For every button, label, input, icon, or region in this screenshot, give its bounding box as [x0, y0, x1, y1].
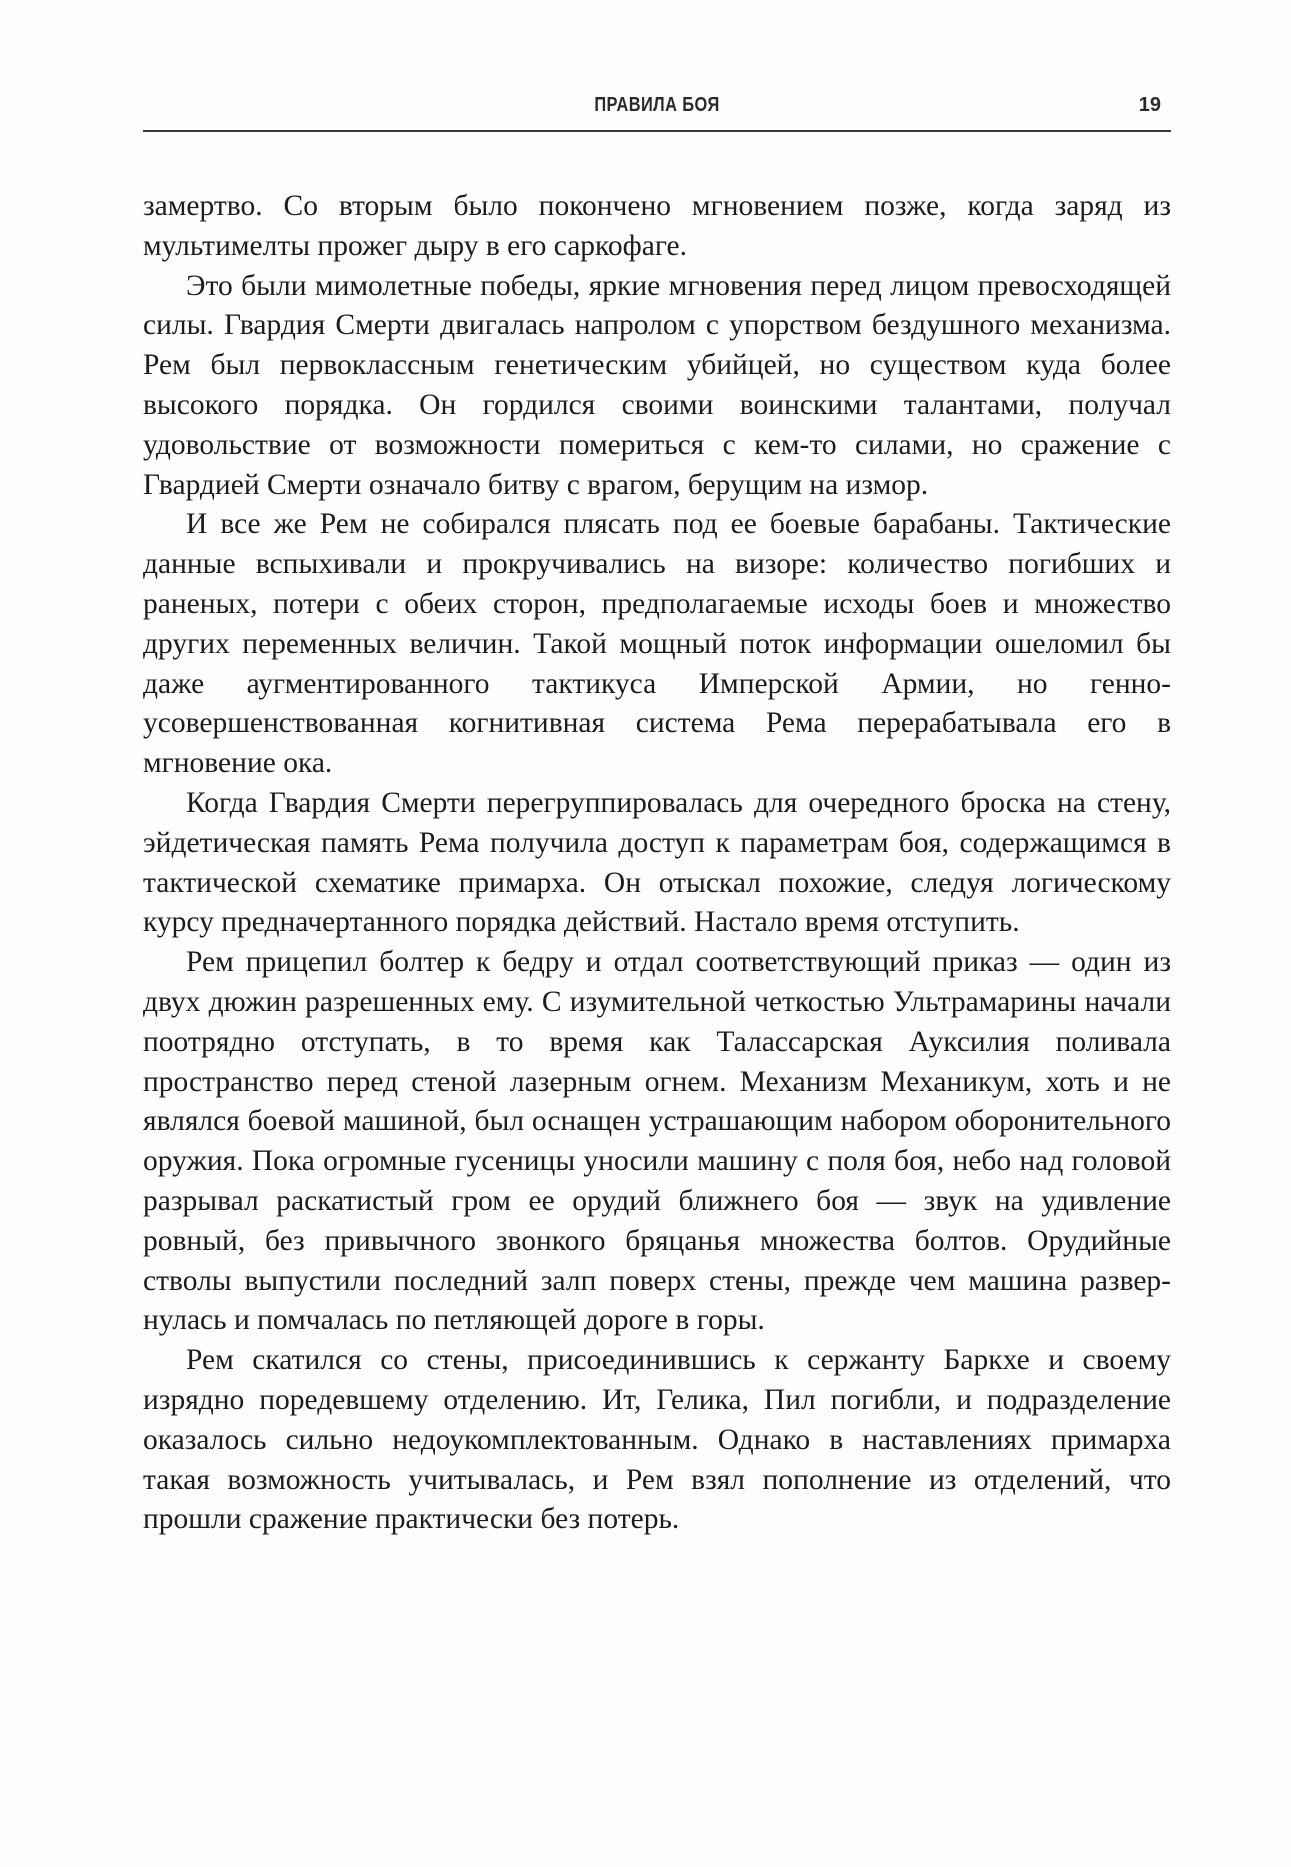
- body-text: [143, 187, 1171, 1540]
- page-number: 19: [1138, 94, 1161, 116]
- paragraph: Когда Гвардия Смерти перегруппировалась для очередного броска на стену, эйдетическая память Рема получила доступ к параметрам боя, содержащимся в тактической схематике примарха. Он отыскал похожие, следуя логическому курсу предначертанного порядка действий. Настало время отступить.: [143, 786, 1171, 939]
- paragraph: замертво. Со вторым было покончено мгновением позже, когда заряд из мультимелты прожег дыру в его саркофаге.: [143, 190, 1171, 262]
- paragraph: Это были мимолетные победы, яркие мгновения перед лицом превосходящей силы. Гвардия Смерти двигалась напролом с упорством бездушного механизма. Рем был первоклассным генетическим убийцей, но существом куда более высокого порядка. Он гордился своими воинскими талантами, получал удовольствие от возможности помериться с кем-то силами, но сражение с Гвардией Смерти означало битву с врагом, берущим на измор.: [143, 269, 1171, 501]
- header-divider: [143, 130, 1171, 132]
- running-header: [143, 94, 1171, 134]
- paragraph: Рем скатился со стены, присоединившись к сержанту Баркхе и своему изрядно поредевшему отделению. Ит, Гелика, Пил погибли, и подразделение оказалось сильно недоукомплектованным. Однако в наставлениях примарха такая возможность учитывалась, и Рем взял пополнение из отделений, что прошли сражение практически без потерь.: [143, 1344, 1171, 1536]
- paragraph: И все же Рем не собирался плясать под ее боевые барабаны. Тактические данные вспыхивали и прокручивались на визоре: количество погибших и раненых, потери с обеих сторон, предполагаемые исходы боев и множество других переменных величин. Такой мощный поток информации ошеломил бы даже аугментированного тактикуса Имперской Армии, но генно-усовершенствованная когнитивная система Рема перерабатывала его в мгновение ока.: [143, 508, 1171, 780]
- chapter-title: ПРАВИЛА БОЯ: [594, 94, 720, 116]
- paragraph: Рем прицепил болтер к бедру и отдал соответствующий приказ — один из двух дюжин разрешенных ему. С изумительной четкостью Ультрамарины начали поотрядно отступать, в то время как Талассарская Ауксилия поливала пространство перед стеной лазерным огнем. Механизм Механикум, хоть и не являлся боевой машиной, был оснащен устрашающим набором оборонительного оружия. Пока огромные гусеницы уносили машину с поля боя, небо над головой разрывал раскатистый гром ее орудий ближнего боя — звук на удивление ровный, без привычного звонкого бряцанья множества болтов. Орудийные стволы выпустили последний залп поверх стены, прежде чем машина развернулась и помчалась по петляющей дороге в горы.: [143, 946, 1171, 1337]
